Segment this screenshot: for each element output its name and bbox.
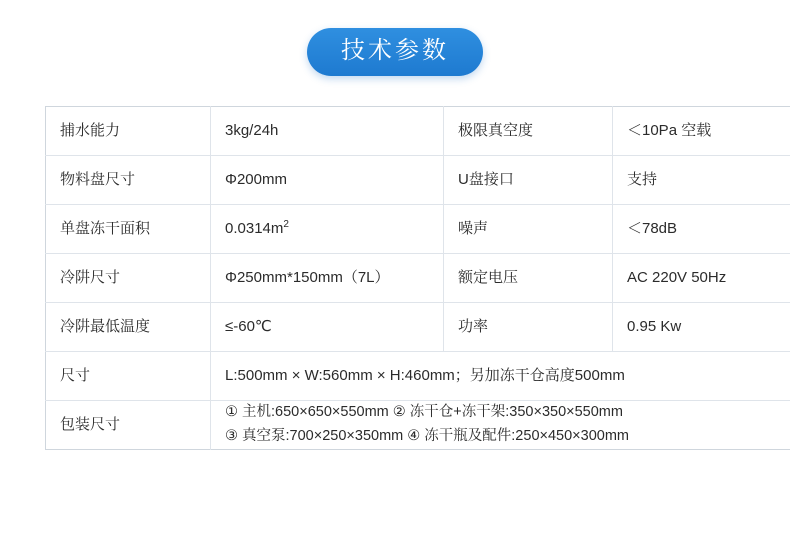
spec-label: 捕水能力: [46, 107, 211, 156]
spec-value: Φ200mm: [211, 156, 444, 205]
spec-label: 尺寸: [46, 352, 211, 401]
package-line-2: ③ 真空泵:700×250×350mm ④ 冻干瓶及配件:250×450×300mm: [225, 428, 629, 444]
spec-table: [45, 106, 790, 450]
package-line-1: ① 主机:650×650×550mm ② 冻干仓+冻干架:350×350×550mm: [225, 404, 623, 421]
spec-value: [211, 205, 444, 254]
spec-value: 3kg/24h: [211, 107, 444, 156]
spec-label: 冷阱尺寸: [46, 254, 211, 303]
table-row: [46, 107, 790, 156]
spec-label: 功率: [444, 303, 613, 352]
spec-value: Φ250mm*150mm（7L）: [211, 254, 444, 303]
table-row-package: [46, 401, 790, 450]
spec-label: 单盘冻干面积: [46, 205, 211, 254]
spec-value-text: 0.0314m: [225, 220, 284, 238]
spec-label: 冷阱最低温度: [46, 303, 211, 352]
title-section: [0, 0, 790, 76]
spec-value: 0.95 Kw: [613, 303, 790, 352]
table-row-size: [46, 352, 790, 401]
spec-value: ＜10Pa 空载: [613, 107, 790, 156]
spec-value: ≤-60℃: [211, 303, 444, 352]
spec-label: U盘接口: [444, 156, 613, 205]
spec-value: 支持: [613, 156, 790, 205]
spec-value: L:500mm × W:560mm × H:460mm；另加冻干仓高度500mm: [211, 352, 790, 401]
table-row: [46, 205, 790, 254]
spec-label: 额定电压: [444, 254, 613, 303]
spec-label: 极限真空度: [444, 107, 613, 156]
spec-label: 物料盘尺寸: [46, 156, 211, 205]
page-title: 技术参数: [307, 28, 483, 76]
table-row: [46, 156, 790, 205]
spec-label: 包装尺寸: [46, 401, 211, 450]
spec-value: [211, 401, 790, 450]
table-row: [46, 303, 790, 352]
table-row: [46, 254, 790, 303]
spec-table-container: [45, 106, 745, 450]
spec-label: 噪声: [444, 205, 613, 254]
spec-value: ＜78dB: [613, 205, 790, 254]
spec-value-superscript: 2: [283, 219, 289, 231]
spec-value: AC 220V 50Hz: [613, 254, 790, 303]
